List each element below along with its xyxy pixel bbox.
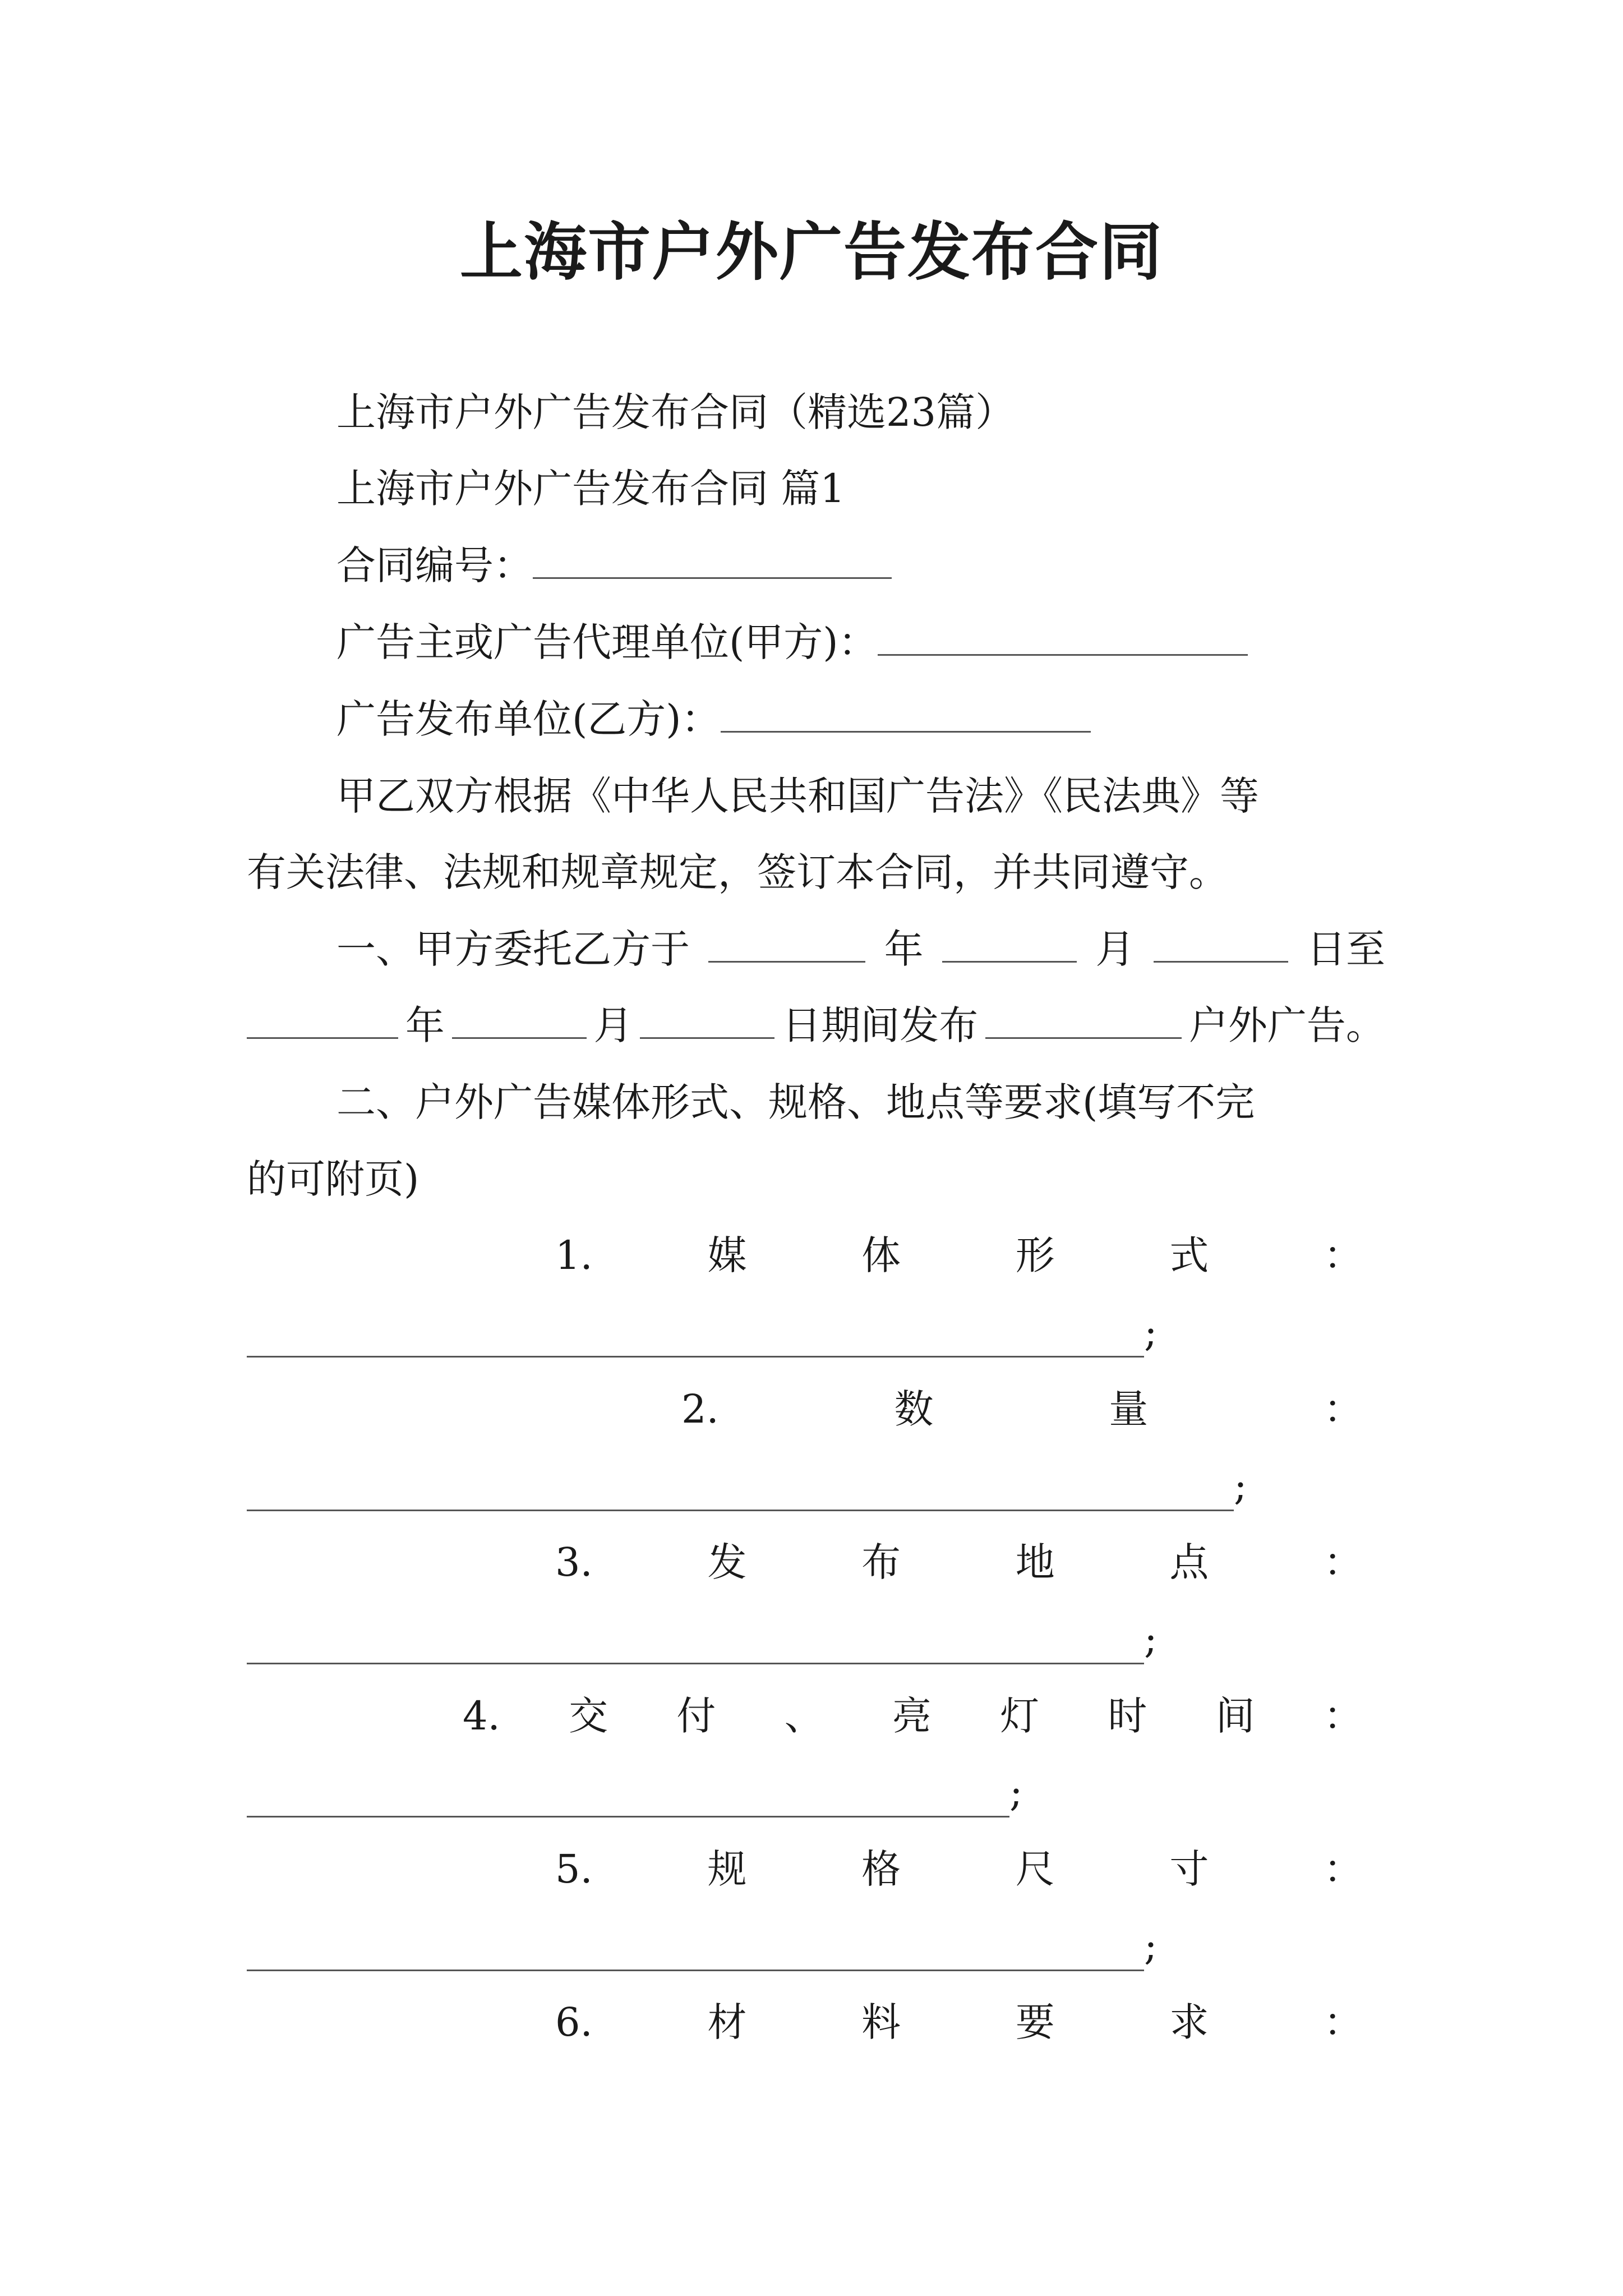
- item-char: 尺: [1015, 1846, 1055, 1892]
- item-char: 量: [1109, 1386, 1149, 1432]
- party-a-blank[interactable]: [878, 619, 1248, 656]
- item-colon: ：: [1324, 1999, 1363, 2045]
- item-2-label: [681, 1384, 1363, 1434]
- ad-content-blank[interactable]: [985, 1002, 1182, 1039]
- item-5-blank[interactable]: [247, 1935, 1144, 1971]
- item-5-label: [555, 1844, 1363, 1894]
- item-4-label: [463, 1691, 1363, 1741]
- item-1-blank[interactable]: [247, 1321, 1144, 1358]
- item-1-blank-row: [247, 1307, 1158, 1358]
- end-month-blank[interactable]: [452, 1002, 587, 1039]
- start-year-blank[interactable]: [708, 926, 865, 963]
- item-char: 付: [676, 1693, 716, 1739]
- item-3-blank-row: [247, 1614, 1158, 1664]
- clause-1-line-2: [247, 1000, 1385, 1051]
- item-char: 交: [569, 1693, 608, 1739]
- item-6-label: [555, 1997, 1363, 2047]
- item-char: 间: [1215, 1693, 1255, 1739]
- item-colon: ：: [1324, 1846, 1363, 1892]
- item-semicolon: ;: [1144, 1309, 1158, 1355]
- clause-1-text: 一、甲方委托乙方于: [336, 926, 690, 972]
- year-label: 年: [884, 926, 924, 972]
- item-3-label: [555, 1537, 1363, 1588]
- clause-1-line-1: [336, 924, 1385, 974]
- item-char: 规: [707, 1846, 747, 1892]
- item-colon: ：: [1324, 1539, 1363, 1585]
- item-number: 6.: [555, 1999, 593, 2045]
- item-number: 5.: [555, 1846, 593, 1892]
- item-char: 灯: [1000, 1693, 1040, 1739]
- item-number: 3.: [555, 1539, 593, 1585]
- page-title: 上海市户外广告发布合同: [460, 216, 1163, 289]
- item-number: 1.: [555, 1232, 593, 1278]
- start-day-blank[interactable]: [1154, 926, 1288, 963]
- party-b-label: 广告发布单位(乙方)：: [336, 696, 721, 742]
- item-char: 媒: [707, 1232, 747, 1278]
- item-char: 点: [1169, 1539, 1209, 1585]
- item-char: 求: [1169, 1999, 1209, 2045]
- item-char: 要: [1015, 1999, 1055, 2045]
- item-char: 体: [861, 1232, 901, 1278]
- item-colon: ：: [1323, 1693, 1363, 1739]
- end-year-blank[interactable]: [247, 1002, 398, 1039]
- paragraph-1-line-2: 有关法律、法规和规章规定，签订本合同，并共同遵守。: [247, 849, 1228, 895]
- item-char: 寸: [1169, 1846, 1209, 1892]
- period-label: 日期间发布: [782, 1002, 979, 1048]
- ad-label: 户外广告。: [1188, 1002, 1385, 1048]
- paragraph-1-line-1: 甲乙双方根据《中华人民共和国广告法》《民法典》等: [336, 773, 1259, 819]
- item-colon: ：: [1324, 1386, 1363, 1432]
- item-semicolon: ;: [1234, 1463, 1247, 1509]
- day-to-label: 日至: [1306, 926, 1385, 972]
- item-char: 发: [707, 1539, 747, 1585]
- party-a-row: [336, 617, 1385, 668]
- item-number: 4.: [463, 1693, 500, 1739]
- item-5-blank-row: [247, 1921, 1158, 1971]
- clause-2-line-1: 二、户外广告媒体形式、规格、地点等要求(填写不完: [336, 1079, 1255, 1125]
- item-char: 材: [707, 1999, 747, 2045]
- contract-number-label: 合同编号：: [336, 542, 533, 588]
- item-colon: ：: [1324, 1232, 1363, 1278]
- month-label-2: 月: [593, 1002, 633, 1048]
- item-1-label: [555, 1230, 1363, 1281]
- year-label-2: 年: [405, 1002, 445, 1048]
- item-4-blank[interactable]: [247, 1781, 1009, 1818]
- party-b-blank[interactable]: [721, 696, 1091, 733]
- item-2-blank-row: [247, 1461, 1247, 1511]
- item-semicolon: ;: [1144, 1923, 1158, 1969]
- item-char: 形: [1015, 1232, 1055, 1278]
- item-4-blank-row: [247, 1767, 1023, 1818]
- document-subtitle: 上海市户外广告发布合同（精选23篇）: [336, 389, 1015, 435]
- item-char: 地: [1015, 1539, 1055, 1585]
- start-month-blank[interactable]: [942, 926, 1077, 963]
- item-char: 数: [894, 1386, 934, 1432]
- item-3-blank[interactable]: [247, 1628, 1144, 1664]
- item-char: 料: [861, 1999, 901, 2045]
- month-label: 月: [1095, 926, 1135, 972]
- contract-number-blank[interactable]: [533, 542, 892, 579]
- clause-2-line-2: 的可附页): [247, 1156, 419, 1202]
- item-char: 式: [1169, 1232, 1209, 1278]
- section-heading: 上海市户外广告发布合同 篇1: [336, 466, 845, 512]
- item-2-blank[interactable]: [247, 1475, 1234, 1511]
- party-b-row: [336, 694, 1385, 744]
- item-char: 时: [1108, 1693, 1147, 1739]
- contract-number-row: [336, 540, 1385, 591]
- end-day-blank[interactable]: [640, 1002, 774, 1039]
- item-char: 、: [784, 1693, 824, 1739]
- item-semicolon: ;: [1009, 1769, 1023, 1815]
- item-number: 2.: [681, 1386, 719, 1432]
- item-char: 布: [861, 1539, 901, 1585]
- item-char: 亮: [892, 1693, 932, 1739]
- item-semicolon: ;: [1144, 1616, 1158, 1662]
- item-char: 格: [861, 1846, 901, 1892]
- party-a-label: 广告主或广告代理单位(甲方)：: [336, 619, 878, 665]
